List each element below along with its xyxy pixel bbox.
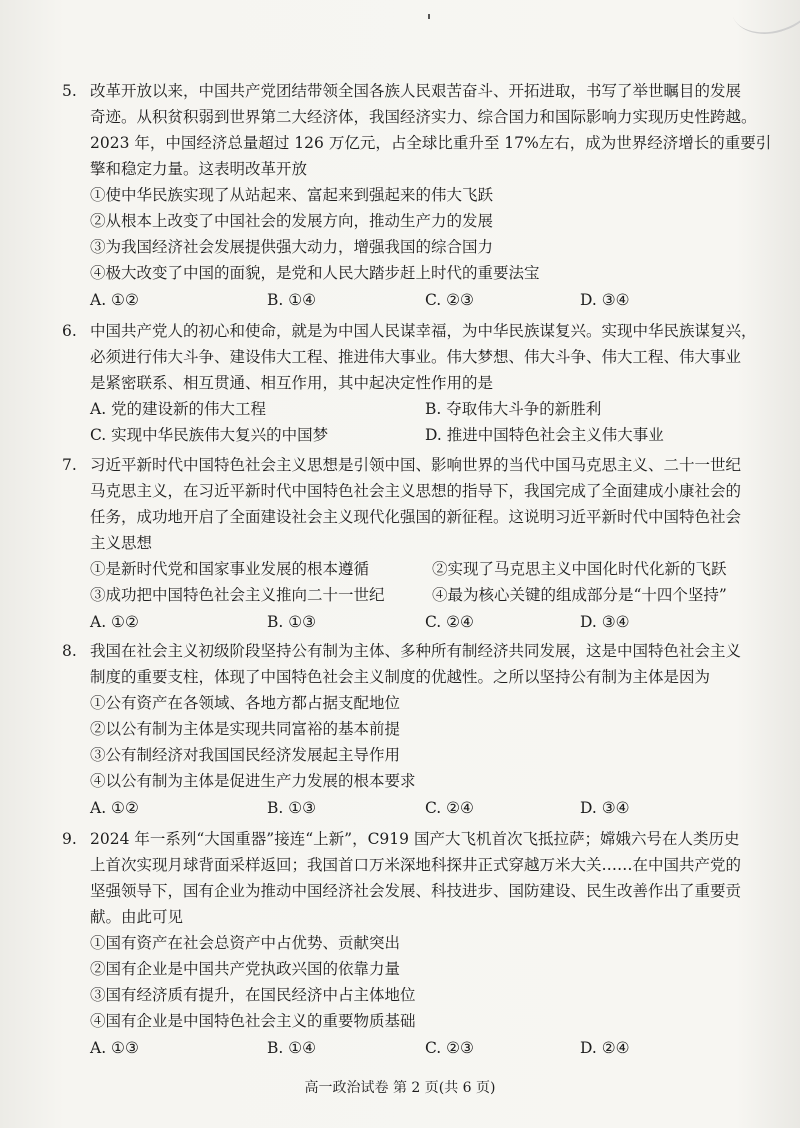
statement-option: ①是新时代党和国家事业发展的根本遵循	[90, 560, 370, 578]
statement-options-row	[62, 556, 762, 582]
answer-choices-row	[62, 422, 762, 448]
question-text: 坚强领导下，国有企业为推动中国经济社会发展、科技进步、国防建设、民生改善作出了重要贡	[90, 882, 742, 900]
choice-a: A. ①②	[90, 291, 139, 309]
statement-option: ①国有资产在社会总资产中占优势、贡献突出	[90, 934, 401, 952]
choice-b: B. ①③	[267, 799, 317, 817]
question-text: 必须进行伟大斗争、建设伟大工程、推进伟大事业。伟大梦想、伟大斗争、伟大工程、伟大事业	[90, 348, 742, 366]
question-number: 8.	[62, 642, 77, 660]
answer-choices	[62, 794, 762, 822]
answer-choices-row	[62, 396, 762, 422]
question-text: 2024 年一系列“大国重器”接连“上新”，C919 国产大飞机首次飞抵拉萨；嫦娥六号在人类历史	[90, 830, 740, 848]
page-curl	[722, 0, 800, 46]
question-text: 习近平新时代中国特色社会主义思想是引领中国、影响世界的当代中国马克思主义、二十一世纪	[90, 456, 742, 474]
choice-d: D. ②④	[580, 1039, 630, 1057]
choice-c: C. ②③	[425, 291, 474, 309]
choice-c: C. ②③	[425, 1039, 474, 1057]
statement-option: ②从根本上改变了中国社会的发展方向，推动生产力的发展	[90, 212, 494, 230]
statement-option: ①公有资产在各领域、各地方都占据支配地位	[90, 694, 401, 712]
question-7	[62, 452, 762, 636]
choice-d: D. 推进中国特色社会主义伟大事业	[425, 426, 664, 444]
statement-option: ④最为核心关键的组成部分是“十四个坚持”	[432, 586, 727, 604]
statement-option: ③为我国经济社会发展提供强大动力，增强我国的综合国力	[90, 238, 494, 256]
choice-c: C. 实现中华民族伟大复兴的中国梦	[90, 426, 329, 444]
question-6	[62, 318, 762, 448]
question-9	[62, 826, 762, 1062]
statement-option: ①使中华民族实现了从站起来、富起来到强起来的伟大飞跃	[90, 186, 494, 204]
statement-option: ②国有企业是中国共产党执政兴国的依靠力量	[90, 960, 401, 978]
scan-mark	[428, 14, 430, 19]
question-text: 改革开放以来，中国共产党团结带领全国各族人民艰苦奋斗、开拓进取，书写了举世瞩目的发展	[90, 82, 742, 100]
answer-choices	[62, 608, 762, 636]
statement-option: ③公有制经济对我国国民经济发展起主导作用	[90, 746, 401, 764]
question-number: 6.	[62, 322, 77, 340]
question-text: 奇迹。从积贫积弱到世界第二大经济体，我国经济实力、综合国力和国际影响力实现历史性跨越。	[90, 108, 757, 126]
question-text: 2023 年，中国经济总量超过 126 万亿元，占全球比重升至 17%左右，成为世界经济增长的重要引	[90, 134, 772, 152]
question-text: 上首次实现月球背面采样返回；我国首口万米深地科探井正式穿越万米大关……在中国共产党的	[90, 856, 742, 874]
question-text: 制度的重要支柱，体现了中国特色社会主义制度的优越性。之所以坚持公有制为主体是因为	[90, 668, 711, 686]
statement-option: ④极大改变了中国的面貌，是党和人民大踏步赶上时代的重要法宝	[90, 264, 540, 282]
question-text: 中国共产党人的初心和使命，就是为中国人民谋幸福，为中华民族谋复兴。实现中华民族谋复兴，	[90, 322, 757, 340]
question-text: 我国在社会主义初级阶段坚持公有制为主体、多种所有制经济共同发展，这是中国特色社会主义	[90, 642, 742, 660]
question-text: 擎和稳定力量。这表明改革开放	[90, 160, 308, 178]
question-text: 主义思想	[90, 534, 153, 552]
statement-option: ②以公有制为主体是实现共同富裕的基本前提	[90, 720, 401, 738]
choice-b: B. ①③	[267, 613, 317, 631]
question-text: 是紧密联系、相互贯通、相互作用，其中起决定性作用的是	[90, 374, 494, 392]
question-text: 马克思主义，在习近平新时代中国特色社会主义思想的指导下，我国完成了全面建成小康社会的	[90, 482, 742, 500]
statement-options-row	[62, 582, 762, 608]
statement-option: ④以公有制为主体是促进生产力发展的根本要求	[90, 772, 416, 790]
choice-b: B. ①④	[267, 1039, 317, 1057]
choice-c: C. ②④	[425, 613, 474, 631]
choice-a: A. ①②	[90, 799, 139, 817]
choice-b: B. 夺取伟大斗争的新胜利	[425, 400, 602, 418]
statement-option: ③国有经济质有提升，在国民经济中占主体地位	[90, 986, 416, 1004]
choice-d: D. ③④	[580, 291, 630, 309]
choice-b: B. ①④	[267, 291, 317, 309]
question-5	[62, 78, 772, 314]
choice-c: C. ②④	[425, 799, 474, 817]
choice-a: A. ①③	[90, 1039, 139, 1057]
choice-a: A. 党的建设新的伟大工程	[90, 400, 267, 418]
answer-choices	[62, 1034, 762, 1062]
question-text: 献。由此可见	[90, 908, 184, 926]
choice-d: D. ③④	[580, 799, 630, 817]
question-number: 5.	[62, 82, 77, 100]
question-text: 任务，成功地开启了全面建设社会主义现代化强国的新征程。这说明习近平新时代中国特色社会	[90, 508, 742, 526]
statement-option: ②实现了马克思主义中国化时代化新的飞跃	[432, 560, 727, 578]
choice-a: A. ①②	[90, 613, 139, 631]
statement-option: ③成功把中国特色社会主义推向二十一世纪	[90, 586, 385, 604]
statement-option: ④国有企业是中国特色社会主义的重要物质基础	[90, 1012, 416, 1030]
question-number: 7.	[62, 456, 77, 474]
question-8	[62, 638, 762, 822]
answer-choices	[62, 286, 762, 314]
choice-d: D. ③④	[580, 613, 630, 631]
page-footer: 高一政治试卷 第 2 页(共 6 页)	[304, 1080, 496, 1096]
question-number: 9.	[62, 830, 77, 848]
